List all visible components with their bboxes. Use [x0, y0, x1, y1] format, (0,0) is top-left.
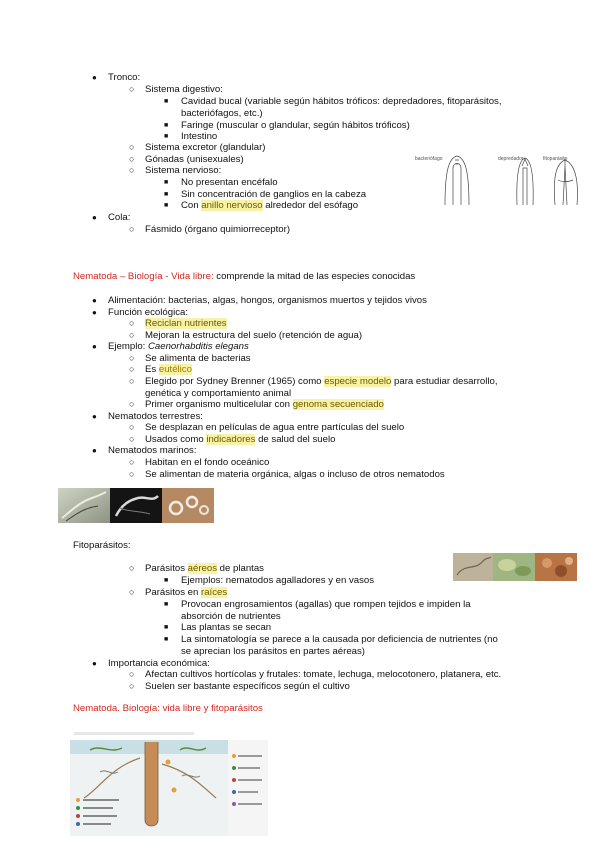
- intestino: Intestino: [181, 131, 218, 142]
- bullet-circle: ○: [129, 84, 135, 94]
- mejoran-suelo: Mejoran la estructura del suelo (retención de agua): [145, 330, 363, 341]
- highlight-indicadores: indicadores: [206, 434, 256, 445]
- free-living-nematodes-photos: [58, 488, 214, 523]
- no-encefalo: No presentan encéfalo: [181, 177, 278, 188]
- bullet-circle: ○: [129, 457, 135, 467]
- alimenta-bacterias: Se alimenta de bacterias: [145, 353, 251, 364]
- heading-vida-libre-fitoparasitos: Nematoda. Biología: vida libre y fitoparásitos: [73, 703, 263, 714]
- bullet-circle: ○: [129, 165, 135, 175]
- bullet-circle: ○: [129, 434, 135, 444]
- provocan-line1: Provocan engrosamientos (agallas) que rompen tejidos e impiden la: [181, 599, 471, 610]
- fitoparasitos-title: Fitoparásitos:: [73, 540, 131, 551]
- reciclan-nutrientes-line: [145, 318, 227, 330]
- species-name: Caenorhabditis elegans: [148, 341, 249, 352]
- sistema-digestivo: Sistema digestivo:: [145, 84, 223, 95]
- figure-label-depredador: depredador: [498, 156, 524, 162]
- bullet-circle: ○: [129, 353, 135, 363]
- plantas-secan: Las plantas se secan: [181, 622, 272, 633]
- genoma-line: Primer organismo multicelular con genoma secuenciado: [145, 399, 384, 410]
- brenner-line1: Elegido por Sydney Brenner (1965) como especie modelo para estudiar desarrollo,: [145, 376, 498, 387]
- provocan-line2: absorción de nutrientes: [181, 611, 281, 622]
- desplazan-line: Se desplazan en películas de agua entre partículas del suelo: [145, 422, 405, 433]
- bullet-square: ■: [164, 624, 169, 631]
- afectan-cultivos: Afectan cultivos hortícolas y frutales: tomate, lechuga, melocotonero, platanera, etc.: [145, 669, 502, 680]
- bullet-circle: ○: [129, 154, 135, 164]
- highlight-eutelico: eutélico: [158, 364, 192, 375]
- funcion-ecologica: Función ecológica:: [108, 307, 188, 318]
- nematode-mouthparts-figure: [415, 150, 580, 205]
- parasitos-aereos-line: Parásitos aéreos de plantas: [145, 563, 264, 574]
- importancia-economica: Importancia económica:: [108, 658, 210, 669]
- figure-label-bacteriofago: bacteriófago: [415, 156, 443, 162]
- anillo-nervioso-line: Con anillo nervioso alrededor del esófago: [181, 200, 359, 211]
- fasmido: Fásmido (órgano quimiorreceptor): [145, 224, 291, 235]
- bullet-circle: ○: [129, 224, 135, 234]
- bullet-disc: ●: [92, 213, 97, 222]
- highlight-especie-modelo: especie modelo: [324, 376, 392, 387]
- alimentacion: Alimentación: bacterias, algas, hongos, organismos muertos y tejidos vivos: [108, 295, 427, 306]
- bullet-disc: ●: [92, 446, 97, 455]
- ejemplo-line: Ejemplo: Caenorhabditis elegans: [108, 341, 249, 352]
- heading-vida-libre: Nematoda – Biología - Vida libre: comprende la mitad de las especies conocidas: [73, 271, 416, 282]
- gonadas: Gónadas (unisexuales): [145, 154, 244, 165]
- bullet-disc: ●: [92, 308, 97, 317]
- tronco-label: Tronco:: [108, 72, 141, 83]
- bullet-circle: ○: [129, 318, 135, 328]
- sintomatologia-line2: se aprecian los parásitos en partes aéreas): [181, 646, 365, 657]
- bullet-circle: ○: [129, 330, 135, 340]
- sistema-nervioso: Sistema nervioso:: [145, 165, 222, 176]
- bullet-square: ■: [164, 179, 169, 186]
- eutelico-line: Es eutélico: [145, 364, 192, 375]
- bullet-square: ■: [164, 122, 169, 129]
- bullet-circle: ○: [129, 142, 135, 152]
- brenner-line2: genética y comportamiento animal: [145, 388, 292, 399]
- bullet-square: ■: [164, 636, 169, 643]
- cavidad-bucal-line1: Cavidad bucal (variable según hábitos tróficos: depredadores, fitoparásitos,: [181, 96, 502, 107]
- especificos-cultivo: Suelen ser bastante específicos según el cultivo: [145, 681, 350, 692]
- bullet-square: ■: [164, 191, 169, 198]
- sistema-excretor: Sistema excretor (glandular): [145, 142, 266, 153]
- bullet-disc: ●: [92, 659, 97, 668]
- bullet-disc: ●: [92, 296, 97, 305]
- bullet-circle: ○: [129, 376, 135, 386]
- highlight-raices: raíces: [201, 587, 228, 598]
- highlight-aereos: aéreos: [187, 563, 218, 574]
- parasitos-raices-line: Parásitos en raíces: [145, 587, 228, 598]
- bullet-circle: ○: [129, 422, 135, 432]
- nematode-soil-diagram: [70, 728, 268, 836]
- bullet-circle: ○: [129, 399, 135, 409]
- soil-diagram-graphic: [70, 728, 268, 836]
- bullet-disc: ●: [92, 342, 97, 351]
- cola-label: Cola:: [108, 212, 131, 223]
- bullet-square: ■: [164, 601, 169, 608]
- highlight-anillo-nervioso: anillo nervioso: [201, 200, 263, 211]
- bullet-disc: ●: [92, 412, 97, 421]
- bullet-disc: ●: [92, 73, 97, 82]
- faringe: Faringe (muscular o glandular, según hábitos tróficos): [181, 120, 410, 131]
- bullet-square: ■: [164, 202, 169, 209]
- bullet-circle: ○: [129, 587, 135, 597]
- bullet-circle: ○: [129, 469, 135, 479]
- nematode-heads-sketch: [415, 150, 580, 205]
- bullet-square: ■: [164, 98, 169, 105]
- bullet-circle: ○: [129, 563, 135, 573]
- plant-parasite-photos: [453, 553, 577, 581]
- habitan-line: Habitan en el fondo oceánico: [145, 457, 270, 468]
- nematodos-marinos: Nematodos marinos:: [108, 445, 197, 456]
- ejemplos-agalladores: Ejemplos: nematodos agalladores y en vasos: [181, 575, 375, 586]
- alimentan-line: Se alimentan de materia orgánica, algas o incluso de otros nematodos: [145, 469, 445, 480]
- bullet-circle: ○: [129, 364, 135, 374]
- bullet-square: ■: [164, 577, 169, 584]
- figure-label-fitoparasito: fitoparásito: [543, 156, 568, 162]
- highlight-reciclan-nutrientes: Reciclan nutrientes: [145, 318, 227, 329]
- highlight-genoma-secuenciado: genoma secuenciado: [292, 399, 384, 410]
- cavidad-bucal-line2: bacteriófagos, etc.): [181, 108, 263, 119]
- indicadores-line: Usados como indicadores de salud del suelo: [145, 434, 336, 445]
- sin-ganglios: Sin concentración de ganglios en la cabeza: [181, 189, 367, 200]
- bullet-circle: ○: [129, 669, 135, 679]
- bullet-circle: ○: [129, 681, 135, 691]
- nematodos-terrestres: Nematodos terrestres:: [108, 411, 203, 422]
- sintomatologia-line1: La sintomatología se parece a la causada por deficiencia de nutrientes (no: [181, 634, 498, 645]
- bullet-square: ■: [164, 133, 169, 140]
- nematode-photos: [58, 488, 214, 523]
- plant-parasite-photo-strip: [453, 553, 577, 581]
